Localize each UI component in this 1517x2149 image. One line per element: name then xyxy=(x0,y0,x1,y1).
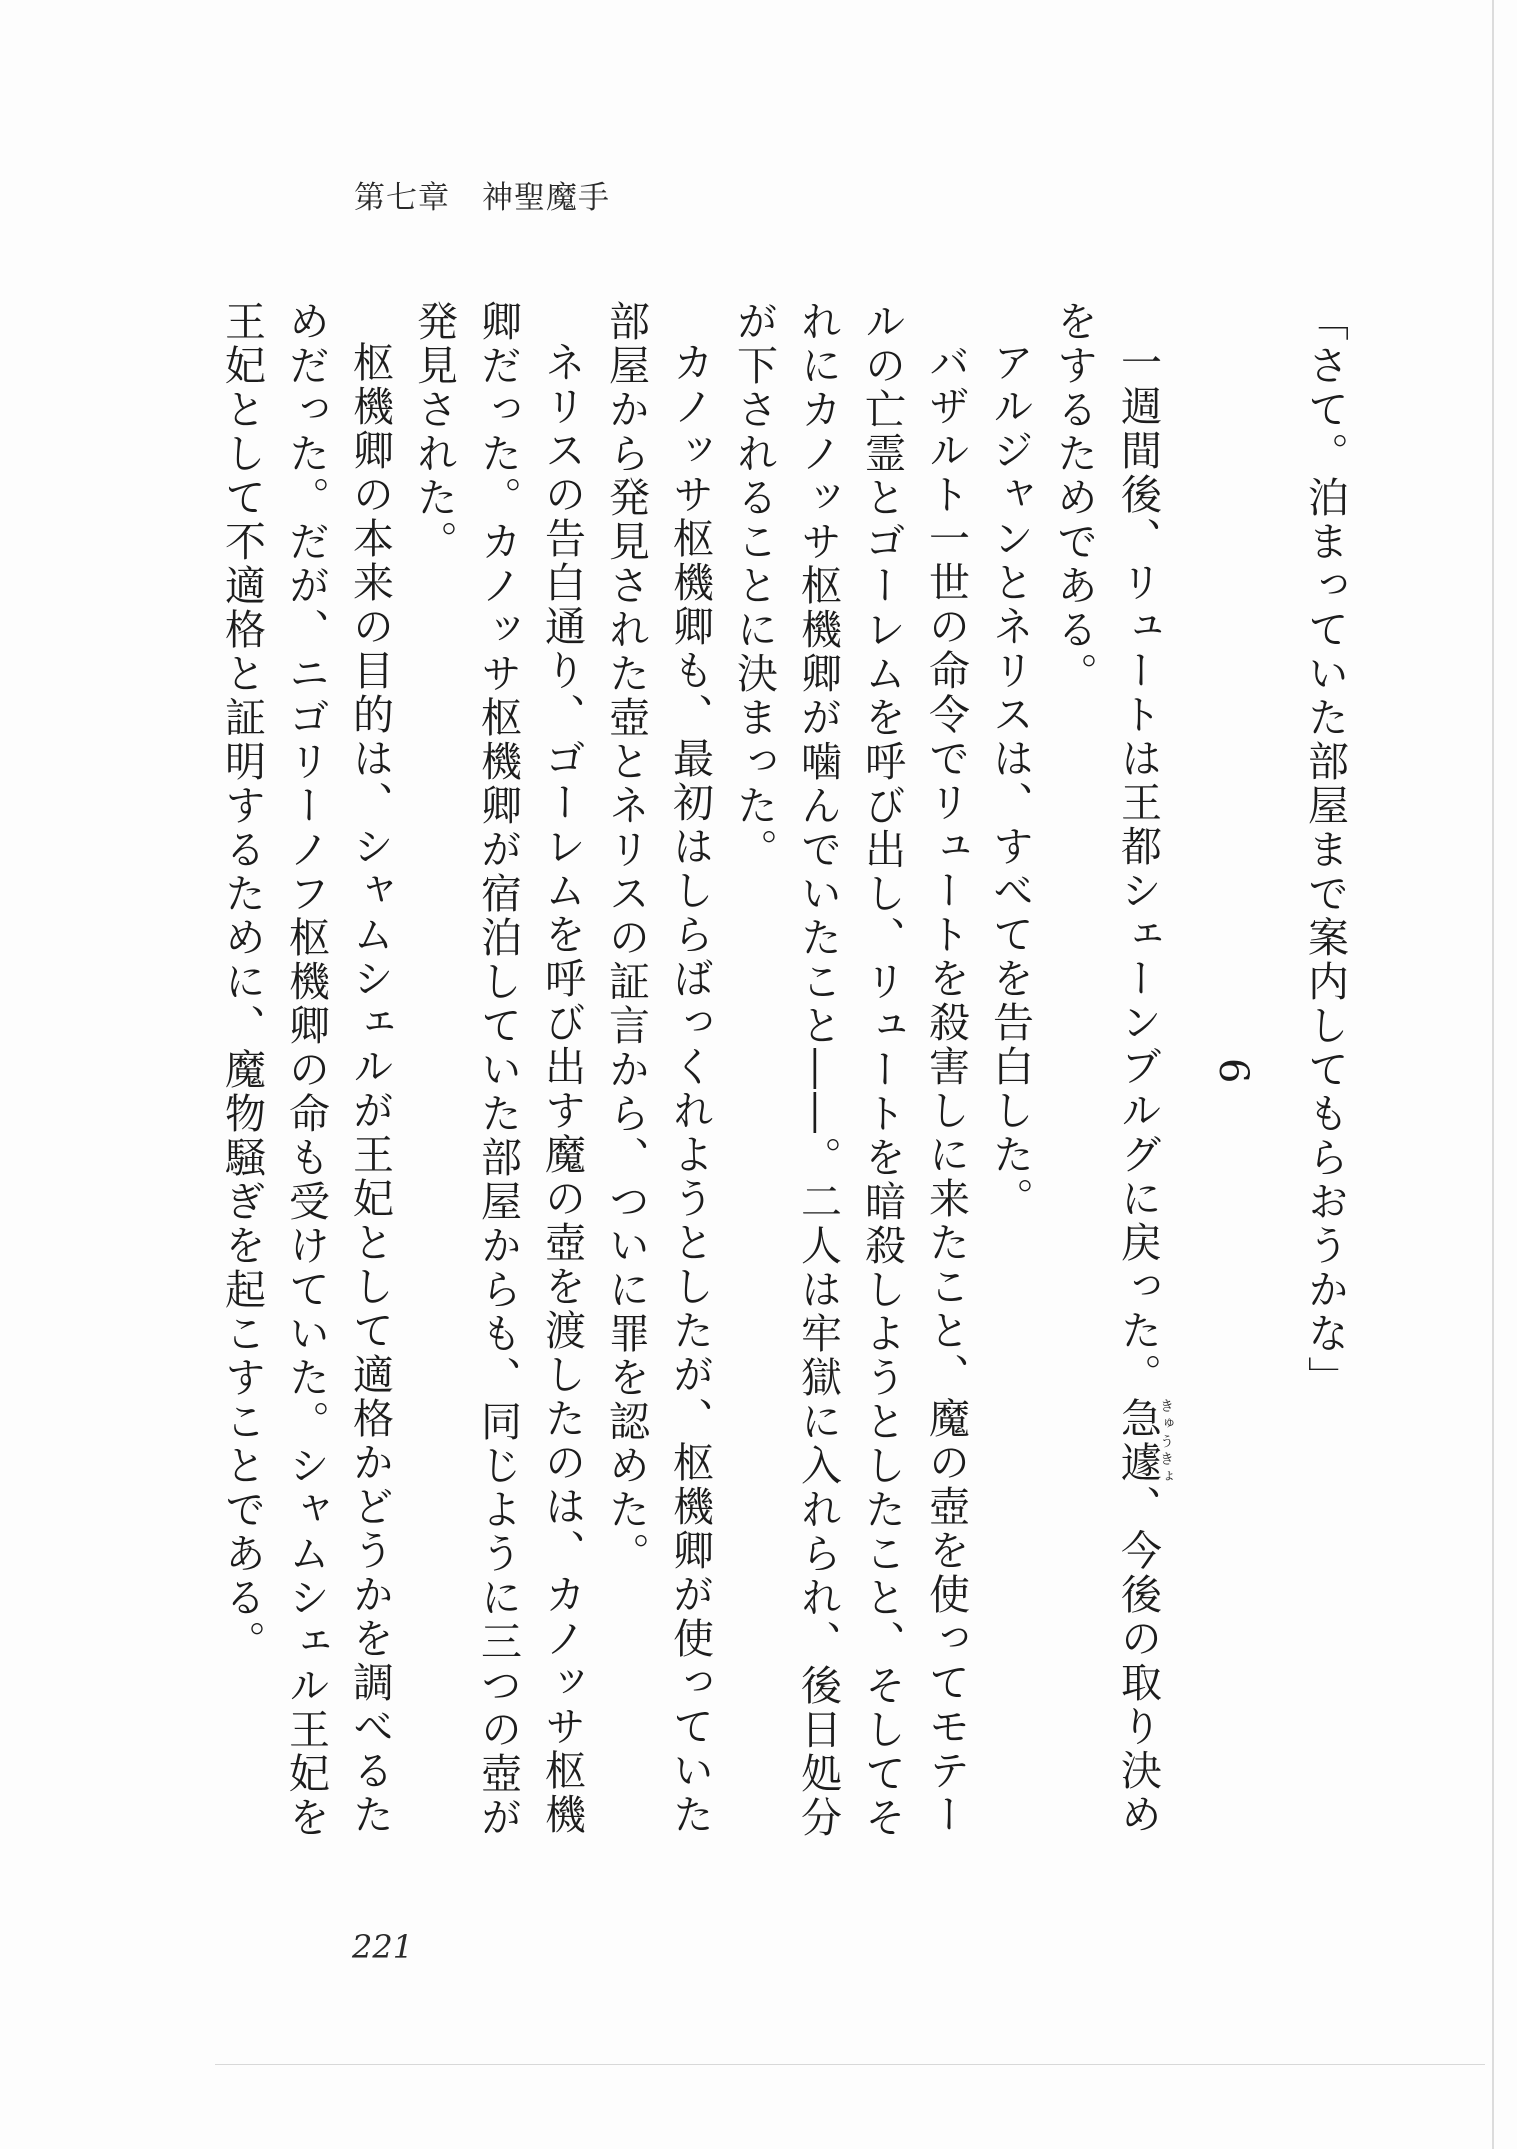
paragraph-text: 一週間後、リュートは王都シェーンブルグに戻った。 xyxy=(1114,341,1162,1397)
bottom-scan-line xyxy=(215,2064,1485,2065)
ruby-base: 急遽 xyxy=(1114,1397,1162,1485)
paragraph: アルジャンとネリスは、すべてを告白した。 xyxy=(986,341,1034,1221)
running-head: 第七章 神聖魔手 xyxy=(354,180,610,216)
paragraph: ネリスの告白通り、ゴーレムを呼び出す魔の壺を渡したのは、カノッサ枢機卿だった。カノッサ枢機卿が宿泊していた部屋からも、同じように三つの壺が発見された。 xyxy=(410,300,586,1840)
page-edge-shadow xyxy=(1492,0,1494,2149)
paragraph: 枢機卿の本来の目的は、シャムシェルが王妃として適格かどうかを調べるためだった。だが、ニゴリーノフ枢機卿の命も受けていた。シャムシェル王妃を王妃として不適格と証明するために、魔物騒ぎを起こすことである。 xyxy=(218,300,394,1840)
paragraph: カノッサ枢機卿も、最初はしらばっくれようとしたが、枢機卿が使っていた部屋から発見された壺とネリスの証言から、ついに罪を認めた。 xyxy=(602,300,714,1837)
vertical-body-text xyxy=(210,300,1357,1845)
paragraph-dialogue: 「さて。泊まっていた部屋まで案内してもらおうかな」 xyxy=(1301,300,1349,1400)
ruby-annotation xyxy=(1114,1397,1174,1485)
page-number: 221 xyxy=(352,1928,414,1966)
paragraph: バザルト一世の命令でリュートを殺害しに来たこと、魔の壺を使ってモテールの亡霊とゴーレムを呼び出し、リュートを暗殺しようとしたこと、そしてそれにカノッサ枢機卿が噛んでいたこと――。二人は牢獄に入れられ、後日処分が下されることに決まった。 xyxy=(730,300,970,1840)
section-number: 6 xyxy=(1210,1058,1256,1087)
paragraph xyxy=(1042,300,1173,1845)
paragraph-text: 、今後の取り決めをするためである。 xyxy=(1050,300,1162,1837)
ruby-reading: きゅうきょ xyxy=(1158,1397,1174,1485)
